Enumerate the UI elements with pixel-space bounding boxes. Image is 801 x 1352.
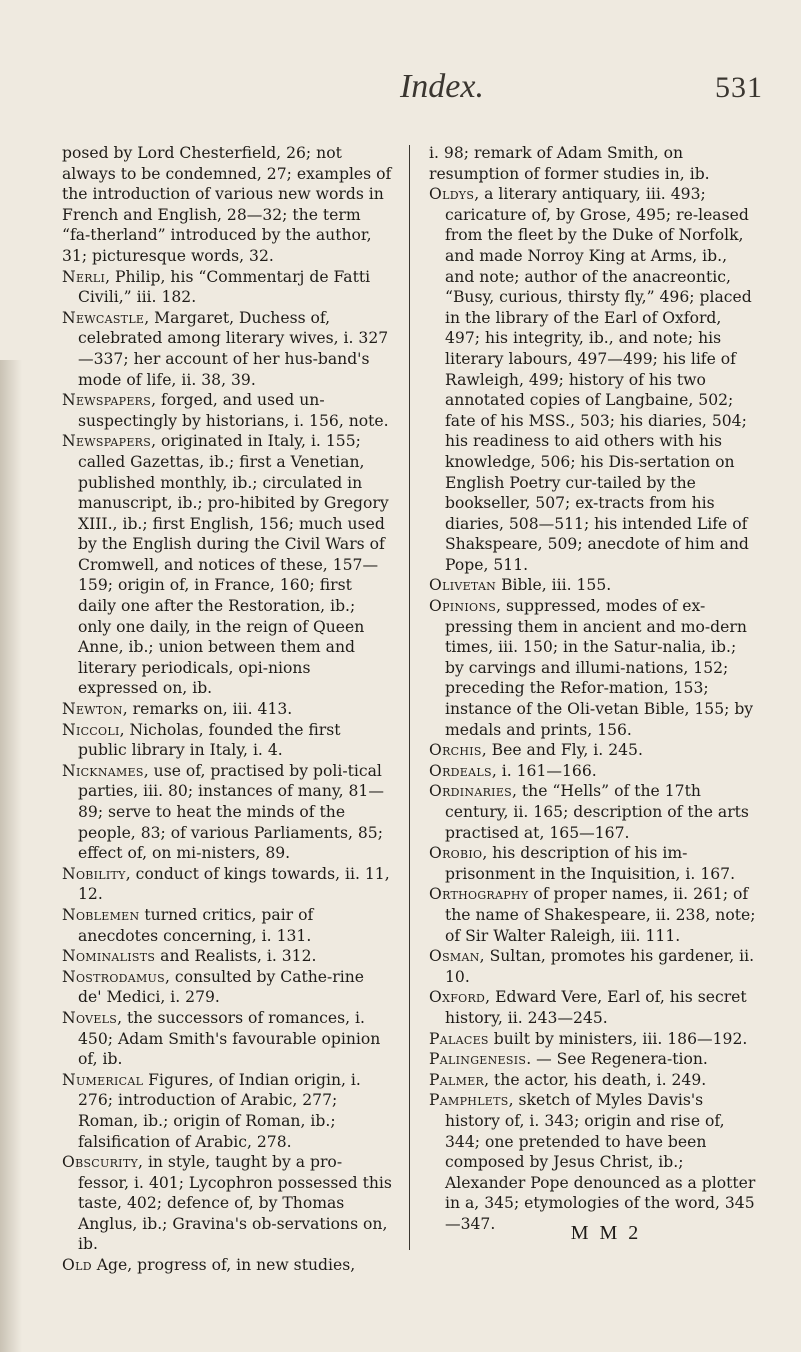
index-column-right	[429, 143, 759, 1234]
entry-headword: Ordeals	[429, 761, 492, 780]
index-entry	[429, 1070, 759, 1091]
entry-headword: Orchis	[429, 741, 482, 760]
entry-text: , conduct of kings towards, ii. 11, 12.	[78, 864, 390, 904]
entry-text: built by ministers, iii. 186—192.	[488, 1029, 748, 1048]
index-entry	[62, 431, 392, 699]
index-entry	[62, 308, 392, 390]
entry-headword: Nostrodamus	[62, 967, 165, 986]
page-header	[0, 68, 801, 118]
entry-text: , the actor, his death, i. 249.	[484, 1070, 707, 1089]
index-entry	[429, 740, 759, 761]
index-entry	[62, 390, 392, 431]
entry-headword: Orobio	[429, 844, 483, 863]
entry-text: Age, progress of, in new studies,	[91, 1256, 356, 1275]
entry-text: of proper names, ii. 261; of the name of Shakespeare, ii. 238, note; of Sir Walter Raleigh, iii. 111.	[445, 885, 756, 945]
entry-headword: Nobility	[62, 864, 126, 883]
entry-headword: Palingenesis	[429, 1050, 527, 1069]
entry-text: , suppressed, modes of ex-pressing them in ancient and mo-dern times, iii. 150; in the Satur-nalia, ib.; by carvings and illumi-nations, 152; preceding the Refor-mation, 153; instance of the Oli-vetan Bible, 155; by medals and prints, 156.	[445, 597, 754, 739]
entry-headword: Numerical	[62, 1070, 144, 1089]
entry-headword: Oldys	[429, 185, 475, 204]
entry-headword: Old	[62, 1256, 92, 1275]
index-entry	[62, 905, 392, 946]
index-entry	[62, 1152, 392, 1255]
index-entry	[429, 596, 759, 740]
entry-text: , the successors of romances, i. 450; Adam Smith's favourable opinion of, ib.	[78, 1008, 381, 1069]
page-gutter-shadow	[0, 360, 22, 1352]
entry-text: , sketch of Myles Davis's history of, i. 343; origin and rise of, 344; one pretended to have been composed by Jesus Christ, ib.; Alexander Pope denounced as a plotter in a, 345; etymologies of the word, 345—347.	[445, 1091, 756, 1233]
entry-headword: Palmer	[429, 1070, 485, 1089]
entry-text: , Margaret, Duchess of, celebrated among literary wives, i. 327—337; her account of her hus-band's mode of life, ii. 38, 39.	[78, 308, 389, 389]
index-entry	[62, 267, 392, 308]
entry-text: , the “Hells” of the 17th century, ii. 165; description of the arts practised at, 165—167.	[445, 782, 749, 842]
entry-headword: Niccoli	[62, 720, 120, 739]
index-entry	[429, 884, 759, 946]
entry-text: , Sultan, promotes his gardener, ii. 10.	[445, 947, 755, 986]
entry-text: , forged, and used un-suspectingly by historians, i. 156, note.	[78, 391, 389, 430]
entry-text: , use of, practised by poli-tical parties, iii. 80; instances of many, 81—89; serve to heat the minds of the people, 83; of various Parliaments, 85; effect of, on mi-nisters, 89.	[78, 761, 384, 863]
index-entry	[429, 1090, 759, 1234]
entry-text: turned critics, pair of anecdotes concerning, i. 131.	[78, 905, 314, 945]
entry-text: , Nicholas, founded the first public library in Italy, i. 4.	[78, 720, 341, 760]
entry-headword: Olivetan	[429, 576, 497, 595]
index-entry	[62, 720, 392, 761]
index-entry	[429, 987, 759, 1028]
entry-text: , Philip, his “Commentarj de Fatti Civili,” iii. 182.	[78, 267, 371, 307]
entry-headword: Newcastle	[62, 308, 145, 327]
entry-headword: Opinions	[429, 597, 497, 616]
index-entry	[62, 1008, 392, 1070]
signature-mark: M M 2	[570, 1222, 642, 1244]
entry-text: Figures, of Indian origin, i. 276; introduction of Arabic, 277; Roman, ib.; origin of Roman, ib.; falsification of Arabic, 278.	[78, 1070, 361, 1151]
index-entry	[62, 761, 392, 864]
entry-text: , consulted by Cathe-rine de' Medici, i. 279.	[78, 967, 365, 1007]
entry-headword: Newspapers	[62, 391, 152, 410]
running-title: Index.	[399, 68, 484, 105]
entry-headword: Oxford	[429, 988, 486, 1007]
entry-text: , remarks on, iii. 413.	[122, 700, 293, 719]
entry-text: , i. 161—166.	[491, 761, 597, 780]
entry-headword: Ordinaries	[429, 782, 512, 801]
index-entry	[429, 761, 759, 782]
page-number: 531	[715, 71, 763, 104]
entry-text: posed by Lord Chesterfield, 26; not always to be condemned, 27; examples of the introduction of various new words in French and English, 28—32; the term “fa-therland” introduced by the author, 31; picturesque words, 32.	[62, 144, 392, 265]
entry-text: , in style, taught by a pro-fessor, i. 401; Lycophron possessed this taste, 402; defence of, by Thomas Anglus, ib.; Gravina's ob-servations on, ib.	[78, 1153, 392, 1254]
entry-text: , a literary antiquary, iii. 493; caricature of, by Grose, 495; re-leased from the fleet by the Duke of Norfolk, and made Norroy King at Arms, ib., and note; author of the anacreontic, “Busy, curious, thirsty fly,” 496; placed in the library of the Earl of Oxford, 497; his integrity, ib., and note; his literary labours, 497—499; his life of Rawleigh, 499; history of his two annotated copies of Langbaine, 502; fate of his MSS., 503; his diaries, 504; his readiness to aid others with his knowledge, 506; his Dis-sertation on English Poetry cur-tailed by the bookseller, 507; ex-tracts from his diaries, 508—511; his intended Life of Shakspeare, 509; anecdote of him and Pope, 511.	[445, 185, 752, 574]
entry-headword: Newton	[62, 700, 123, 719]
entry-text: . — See Regenera-tion.	[526, 1050, 708, 1069]
index-entry	[62, 864, 392, 905]
entry-text: and Realists, i. 312.	[155, 947, 317, 966]
entry-headword: Nicknames	[62, 761, 144, 780]
entry-headword: Nerli	[62, 267, 106, 286]
index-entry	[429, 1049, 759, 1070]
index-entry	[62, 143, 392, 267]
index-entry	[62, 946, 392, 967]
index-column-left	[62, 143, 392, 1276]
entry-headword: Orthography	[429, 885, 529, 904]
index-entry	[429, 143, 759, 184]
index-entry	[62, 1255, 392, 1276]
index-entry	[62, 699, 392, 720]
index-entry	[429, 781, 759, 843]
entry-headword: Osman	[429, 947, 480, 966]
index-entry	[429, 946, 759, 987]
entry-headword: Newspapers	[62, 432, 152, 451]
entry-text: i. 98; remark of Adam Smith, on resumption of former studies in, ib.	[429, 144, 710, 183]
entry-text: , originated in Italy, i. 155; called Gazettas, ib.; first a Venetian, published monthly, ib.; circulated in manuscript, ib.; pro-hibited by Gregory XIII., ib.; first English, 156; much used by the English during the Civil Wars of Cromwell, and notices of these, 157—159; origin of, in France, 160; first daily one after the Restoration, ib.; only one daily, in the reign of Queen Anne, ib.; union between them and literary periodicals, opi-nions expressed on, ib.	[78, 432, 389, 698]
index-entry	[62, 1070, 392, 1152]
entry-headword: Pamphlets	[429, 1091, 509, 1110]
entry-text: , Bee and Fly, i. 245.	[481, 741, 643, 760]
entry-headword: Noblemen	[62, 905, 140, 924]
entry-headword: Nominalists	[62, 947, 156, 966]
entry-headword: Palaces	[429, 1029, 489, 1048]
column-divider	[409, 145, 410, 1250]
entry-text: , his description of his im-prisonment in the Inquisition, i. 167.	[445, 844, 736, 883]
index-entry	[429, 843, 759, 884]
index-entry	[429, 1029, 759, 1050]
index-entry	[429, 575, 759, 596]
entry-headword: Novels	[62, 1008, 118, 1027]
entry-text: , Edward Vere, Earl of, his secret history, ii. 243—245.	[445, 988, 747, 1027]
index-entry	[429, 184, 759, 575]
entry-text: Bible, iii. 155.	[496, 576, 612, 595]
entry-headword: Obscurity	[62, 1153, 139, 1172]
index-entry	[62, 967, 392, 1008]
